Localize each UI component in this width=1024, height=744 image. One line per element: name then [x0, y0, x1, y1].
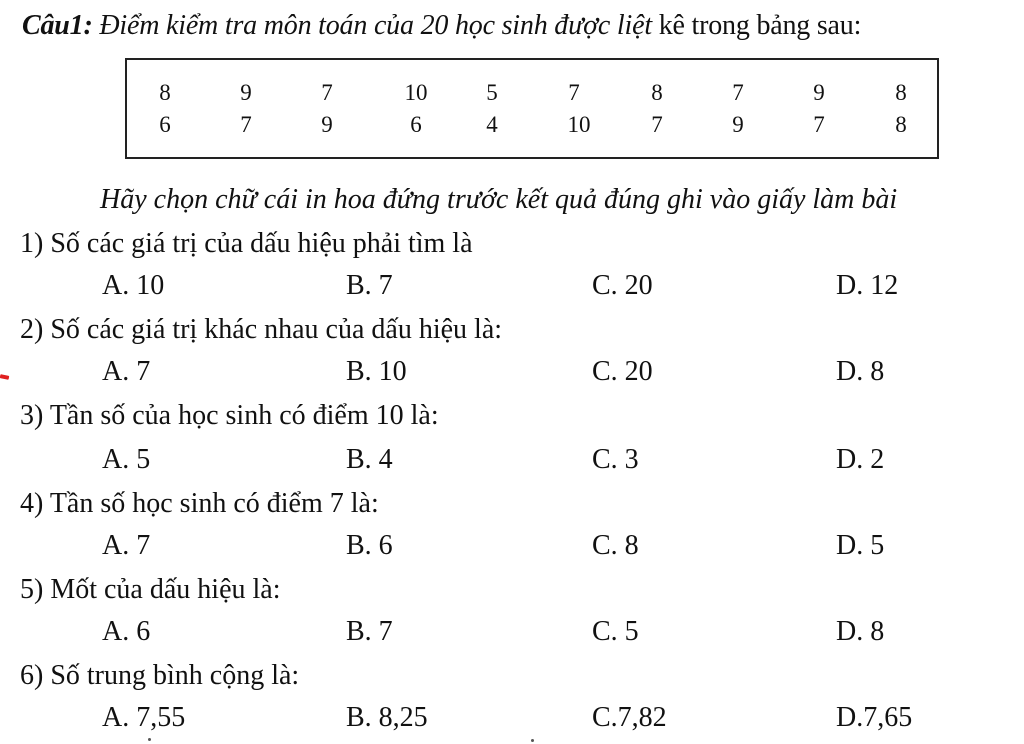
option-b: B. 7: [346, 616, 393, 647]
score-table-row: [127, 78, 937, 108]
option-d: D. 8: [836, 356, 885, 387]
option-b: B. 10: [346, 356, 407, 387]
option-c: C.7,82: [592, 702, 667, 733]
option-b: B. 6: [346, 530, 393, 561]
option-c: C. 20: [592, 356, 653, 387]
score-table: [125, 58, 939, 159]
scan-speck: [531, 739, 534, 742]
score-cell: 7: [321, 80, 333, 105]
score-cell: 9: [321, 112, 333, 137]
score-cell: 5: [486, 80, 498, 105]
score-cell: 7: [240, 112, 252, 137]
option-d: D.7,65: [836, 702, 913, 733]
option-a: A. 7: [102, 530, 151, 561]
question-6: 6) Số trung bình cộng là:: [20, 660, 300, 691]
question-2: 2) Số các giá trị khác nhau của dấu hiệu là:: [20, 314, 503, 345]
heading-italic-text: Điểm kiểm tra môn toán của 20 học sinh được liệt: [92, 10, 652, 41]
option-d: D. 5: [836, 530, 885, 561]
option-b: B. 8,25: [346, 702, 428, 733]
option-a: A. 7: [102, 356, 151, 387]
option-d: D. 12: [836, 270, 899, 301]
score-cell: 9: [732, 112, 744, 137]
option-b: B. 7: [346, 270, 393, 301]
option-c: C. 8: [592, 530, 639, 561]
question-1-options: [0, 270, 1024, 304]
score-table-row: [127, 110, 937, 140]
question-4: 4) Tần số học sinh có điểm 7 là:: [20, 488, 379, 519]
question-4-options: [0, 530, 1024, 564]
score-cell: 6: [410, 112, 422, 137]
instruction-text: Hãy chọn chữ cái in hoa đứng trước kết quả đúng ghi vào giấy làm bài: [100, 184, 898, 215]
question-3-options: [0, 444, 1024, 478]
question-3: 3) Tần số của học sinh có điểm 10 là:: [20, 400, 439, 431]
heading-normal-text: kê trong bảng sau:: [651, 10, 862, 41]
score-cell: 6: [159, 112, 171, 137]
option-d: D. 8: [836, 616, 885, 647]
score-cell: 7: [568, 80, 580, 105]
question-2-options: [0, 356, 1024, 390]
score-cell: 7: [732, 80, 744, 105]
option-b: B. 4: [346, 444, 393, 475]
option-c: C. 20: [592, 270, 653, 301]
option-c: C. 3: [592, 444, 639, 475]
score-cell: 8: [895, 112, 907, 137]
score-cell: 8: [159, 80, 171, 105]
score-cell: 8: [895, 80, 907, 105]
score-cell: 7: [813, 112, 825, 137]
score-cell: 10: [567, 112, 591, 137]
option-a: A. 6: [102, 616, 151, 647]
score-cell: 10: [404, 80, 428, 105]
question-5-options: [0, 616, 1024, 650]
question-heading: [22, 10, 861, 42]
question-1: 1) Số các giá trị của dấu hiệu phải tìm là: [20, 228, 473, 259]
option-a: A. 10: [102, 270, 165, 301]
score-cell: 9: [240, 80, 252, 105]
option-d: D. 2: [836, 444, 885, 475]
score-cell: 7: [651, 112, 663, 137]
score-cell: 8: [651, 80, 663, 105]
option-a: A. 5: [102, 444, 151, 475]
option-c: C. 5: [592, 616, 639, 647]
scan-speck: [148, 738, 151, 741]
score-cell: 9: [813, 80, 825, 105]
option-a: A. 7,55: [102, 702, 186, 733]
score-cell: 4: [486, 112, 498, 137]
question-5: 5) Mốt của dấu hiệu là:: [20, 574, 281, 605]
heading-label: Câu1:: [22, 10, 93, 41]
question-6-options: [0, 702, 1024, 736]
